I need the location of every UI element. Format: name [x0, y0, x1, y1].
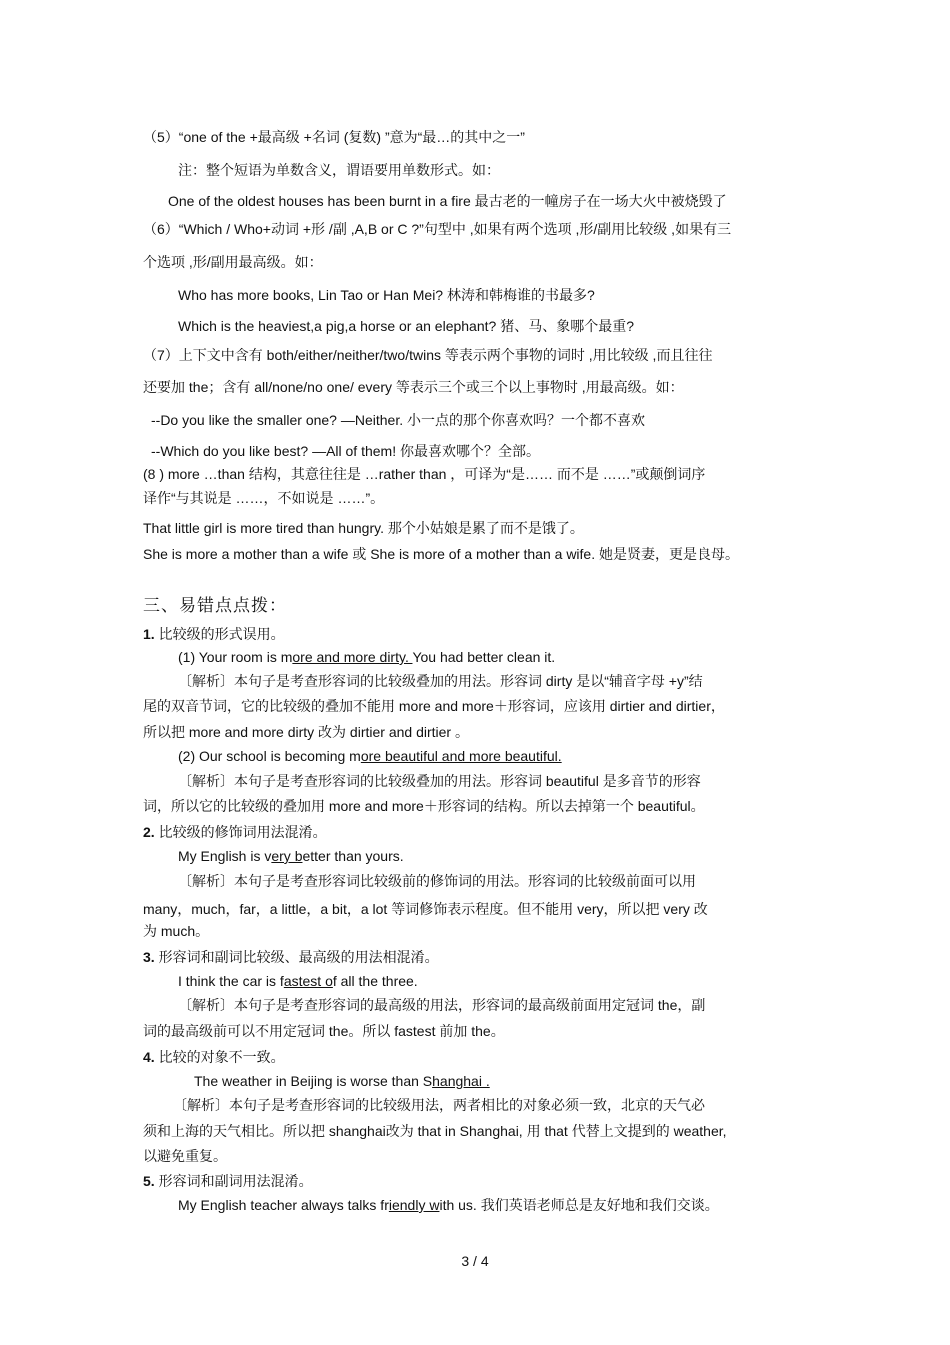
- item-7-example-1: --Do you like the smaller one? —Neither. 小一点的那个你喜欢吗？一个都不喜欢: [151, 412, 645, 428]
- example-sentence-3: I think the car is fastest of all the three.: [178, 973, 418, 989]
- error-item-number: 2.: [143, 824, 155, 840]
- underlined-error: astest o: [283, 973, 333, 989]
- error-item-label: 形容词和副词用法混淆。: [158, 1173, 313, 1189]
- analysis-line: 尾的双音节词，它的比较级的叠加不能用 more and more＋形容词，应该用 dirtier and dirtier，: [143, 698, 725, 714]
- error-item-number: 3.: [143, 949, 155, 965]
- error-item-label: 比较级的修饰词用法混淆。: [158, 824, 327, 840]
- error-item-number: 4.: [143, 1049, 155, 1065]
- analysis-line: 词，所以它的比较级的叠加用 more and more＋形容词的结构。所以去掉第一个 beautiful。: [143, 798, 705, 814]
- section-heading: 三、易错点点拨：: [143, 596, 287, 615]
- error-item-label: 比较的对象不一致。: [158, 1049, 285, 1065]
- error-item-number: 1.: [143, 626, 155, 642]
- example-sentence-5: My English teacher always talks friendly with us. 我们英语老师总是友好地和我们交谈。: [178, 1197, 719, 1213]
- item-5-title: （5）“one of the +最高级 +名词 (复数) ”意为“最…的其中之一”: [143, 129, 525, 145]
- error-item-label: 形容词和副词比较级、最高级的用法相混淆。: [158, 949, 439, 965]
- underlined-error: ore and more dirty.: [292, 649, 413, 665]
- item-8-example-1: That little girl is more tired than hungry. 那个小姑娘是累了而不是饿了。: [143, 520, 584, 536]
- item-7-example-2: --Which do you like best? —All of them! 你最喜欢哪个？全部。: [151, 443, 540, 459]
- error-item-2-title: [143, 823, 327, 841]
- error-item-label: 比较级的形式误用。: [158, 626, 285, 642]
- analysis-line: many，much，far，a little，a bit，a lot 等词修饰表示程度。但不能用 very，所以把 very 改: [143, 901, 708, 917]
- error-item-number: 5.: [143, 1173, 155, 1189]
- example-sentence-1b: (2) Our school is becoming more beautiful and more beautiful.: [178, 748, 562, 764]
- example-sentence-2: My English is very better than yours.: [178, 848, 404, 864]
- error-item-4-title: [143, 1048, 285, 1066]
- analysis-line: 须和上海的天气相比。所以把 shanghai改为 that in Shanghai, 用 that 代替上文提到的 weather,: [143, 1123, 727, 1139]
- analysis-line: 〔解析〕本句子是考查形容词比较级前的修饰词的用法。形容词的比较级前面可以用: [178, 873, 696, 889]
- item-8-title: (8 ) more …than 结构，其意往往是 …rather than ，可译为“是…… 而不是 ……”或颠倒词序: [143, 466, 706, 482]
- error-item-5-title: [143, 1172, 313, 1190]
- analysis-line: 〔解析〕本句子是考查形容词的比较级用法，两者相比的对象必须一致，北京的天气必: [173, 1097, 705, 1113]
- error-item-1-title: [143, 625, 285, 643]
- analysis-line: 词的最高级前可以不用定冠词 the。所以 fastest 前加 the。: [143, 1023, 505, 1039]
- item-8-example-2: She is more a mother than a wife 或 She is more of a mother than a wife. 她是贤妻，更是良母。: [143, 546, 739, 562]
- item-5-example: One of the oldest houses has been burnt in a fire 最古老的一幢房子在一场大火中被烧毁了: [168, 193, 727, 209]
- underlined-error: iendly w: [388, 1197, 440, 1213]
- underlined-error: hanghai .: [432, 1073, 490, 1089]
- item-6-example-1: Who has more books, Lin Tao or Han Mei? 林涛和韩梅谁的书最多?: [178, 287, 595, 303]
- page-number: 3 / 4: [461, 1253, 489, 1269]
- example-sentence-1a: (1) Your room is more and more dirty. You had better clean it.: [178, 649, 556, 665]
- analysis-line: 所以把 more and more dirty 改为 dirtier and dirtier 。: [143, 724, 469, 740]
- error-item-3-title: [143, 948, 439, 966]
- item-6-title: （6）“Which / Who+动词 +形 /副 ,A,B or C ?”句型中 ,如果有两个选项 ,形/副用比较级 ,如果有三: [143, 221, 732, 237]
- item-7-title-cont: 还要加 the；含有 all/none/no one/ every 等表示三个或三个以上事物时 ,用最高级。如：: [143, 379, 684, 395]
- example-sentence-4: The weather in Beijing is worse than Shanghai .: [194, 1073, 490, 1089]
- analysis-line: 〔解析〕本句子是考查形容词的最高级的用法，形容词的最高级前面用定冠词 the，副: [178, 997, 706, 1013]
- item-8-title-cont: 译作“与其说是 ……，不如说是 ……”。: [143, 490, 385, 506]
- analysis-line: 〔解析〕本句子是考查形容词的比较级叠加的用法。形容词 beautiful 是多音节的形容: [178, 773, 701, 789]
- item-6-example-2: Which is the heaviest,a pig,a horse or an elephant? 猪、马、象哪个最重?: [178, 318, 634, 334]
- analysis-line: 为 much。: [143, 923, 210, 939]
- item-7-title: （7）上下文中含有 both/either/neither/two/twins 等表示两个事物的词时 ,用比较级 ,而且往往: [143, 347, 713, 363]
- analysis-line: 以避免重复。: [143, 1148, 227, 1164]
- item-6-title-cont: 个选项 ,形/副用最高级。如：: [143, 254, 323, 270]
- underlined-error: ery b: [271, 848, 303, 864]
- analysis-line: 〔解析〕本句子是考查形容词的比较级叠加的用法。形容词 dirty 是以“辅音字母 +y”结: [178, 673, 703, 689]
- underlined-error: ore beautiful and more beautiful.: [360, 748, 562, 764]
- item-5-note: 注：整个短语为单数含义，谓语要用单数形式。如：: [178, 162, 500, 178]
